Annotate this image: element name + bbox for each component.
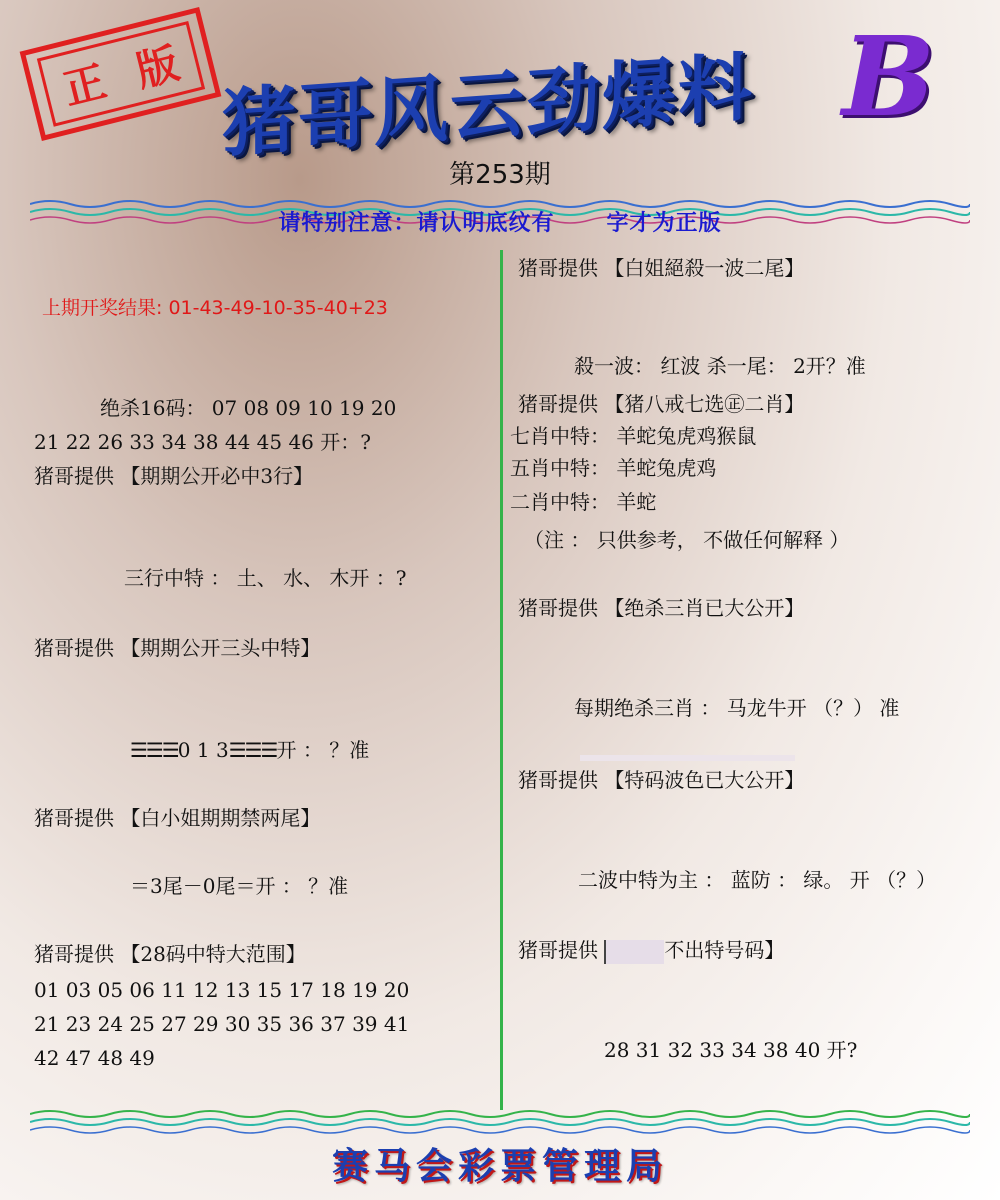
section-title-banned-tails: 猪哥提供 【白小姐期期禁两尾】 — [34, 806, 321, 830]
section-title-three-heads: 猪哥提供 【期期公开三头中特】 — [34, 636, 321, 660]
codes-row-2: 21 23 24 25 27 29 30 35 36 37 39 41 — [34, 1012, 410, 1036]
stamp-char-1: 正 — [58, 56, 112, 115]
wavy-divider-top — [30, 198, 970, 206]
three-heads-prediction — [130, 738, 369, 762]
banner-title: 猪哥风云劲爆料 — [222, 44, 754, 168]
reference-note: （注 ： 只供参考， 不做任何解释 ） — [524, 528, 850, 552]
last-draw-result: 上期开奖结果: 01-43-49-10-35-40+23 — [42, 297, 388, 319]
notice-part-1: 请特别注意：请认明底纹有 — [278, 211, 555, 236]
section-title-no-special — [518, 938, 784, 964]
edition-letter: B — [842, 12, 935, 141]
issue-number: 第253期 — [449, 160, 551, 190]
kill-wave-prediction: 殺一波： 红波 杀一尾： 2开？准 — [574, 354, 866, 378]
section-title-three-rows: 猪哥提供 【期期公开必中3行】 — [34, 464, 314, 488]
provider-label: 猪哥提供 — [518, 938, 598, 962]
three-rows-prediction: 三行中特 ： 土、 水、 木开 ：? — [124, 566, 407, 590]
section-title-zodiac: 猪哥提供 【猪八戒七选㊣二肖】 — [518, 392, 805, 416]
codes-row-3: 42 47 48 49 — [34, 1046, 155, 1070]
bars-right-icon: ☰☰☰ — [228, 738, 277, 762]
banned-tails-prediction: ＝3尾－0尾＝开 ： ？准 — [130, 874, 349, 898]
kill16-line-2: 21 22 26 33 34 38 44 45 46 开：? — [34, 430, 371, 454]
zodiac-two: 二肖中特： 羊蛇 — [510, 490, 657, 514]
zodiac-seven: 七肖中特： 羊蛇兔虎鸡猴鼠 — [510, 424, 757, 448]
authentic-stamp — [20, 7, 222, 141]
section-title-kill-wave: 猪哥提供 【白姐絕殺一波二尾】 — [518, 256, 805, 280]
notice-part-2: 字才为正版 — [606, 211, 722, 236]
stamp-char-2: 版 — [131, 38, 184, 97]
wave-color-prediction: 二波中特为主 ： 蓝防 ： 绿。 开 （？） — [578, 868, 937, 892]
no-special-label: 不出特号码】 — [664, 938, 785, 962]
three-heads-numbers: 0 1 3 — [177, 738, 229, 762]
kill-zodiac-prediction: 每期绝杀三肖 ： 马龙牛开 （？） 准 — [574, 696, 900, 720]
wavy-divider-bottom — [30, 1108, 970, 1116]
redacted-block — [604, 940, 664, 964]
section-title-28-codes: 猪哥提供 【28码中特大范围】 — [34, 942, 306, 966]
kill16-line-1: 绝杀16码： 07 08 09 10 19 20 — [100, 396, 397, 420]
bars-left-icon: ☰☰☰ — [130, 738, 178, 762]
column-divider — [500, 250, 503, 1110]
section-title-kill-zodiac: 猪哥提供 【绝杀三肖已大公开】 — [518, 596, 805, 620]
notice-line — [0, 206, 1000, 237]
footer-organization: 赛马会彩票管理局 — [331, 1146, 668, 1187]
three-heads-tail: 开 ： ？准 — [276, 738, 370, 762]
zodiac-five: 五肖中特： 羊蛇兔虎鸡 — [510, 456, 717, 480]
section-title-wave-color: 猪哥提供 【特码波色已大公开】 — [518, 768, 805, 792]
faint-underline — [580, 755, 795, 761]
no-special-numbers: 28 31 32 33 34 38 40 开? — [604, 1038, 858, 1062]
codes-row-1: 01 03 05 06 11 12 13 15 17 18 19 20 — [34, 978, 410, 1002]
